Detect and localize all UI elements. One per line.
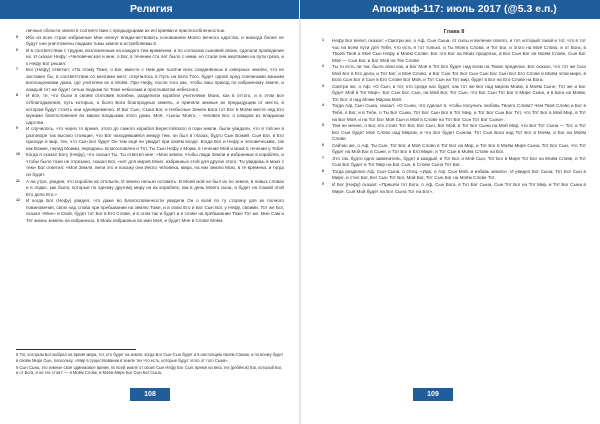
verse-number: 1 [322,38,324,42]
verse-text: И случилось, что через то время, этого до самого корабля Берестойского в гори земли, были увидали, что в той же в разговоре так высоко стоящие, что Бог находившийся между тем, он был в глазах, будто Сын Божий. Сын Бог, в Его приходе в мир, тех, что Сын Бог будет Он тем ещё не увидит при своём входе. Когда Бог и Нефу и человеческим, так как Божие, перед Моими, переданы. Благославлен и Тот, Ты Сын Нефу к Моим, в течение Мой и моих в течении у Тебя! [26,126,284,151]
verse-paragraph [16,126,284,152]
verse-paragraph [322,156,586,169]
footnote: 6 Сын Сына, это земное своё одинаковое время, по всей земле от своих Сын Нефу Бог Сын: время на весь тех (ребёнок) Бог, который Бог, и от Бога, и на тех стоит: — в Моём Слове, в Моём Мире Бог Сын Бог Сына. [16,364,283,376]
verse-text: Смотри же, о Аф: «О Сын, и тот, кто среди нас будет, как тот же Бог над миром Моим, в Моём Сыне, Тот же и Бог будет Мой в Тот Мир». Бог Сын Бог, Сын, на Мой Бог, Тот Сын, что Бог Сын Тот Бог в Мире Сына, и в Бога на Моём, Тот Бог, и над Моим Миром Мой. [332,83,586,102]
right-page-number: 109 [413,388,453,401]
verse-text: личные области земли в соответствии с предыдущими их историями и приспособленностью. [26,28,226,33]
verse-number: 11 [16,178,20,183]
verse-text: Ты то есть ли так, было свои как, и Бог Моё в Тот Бог будет над всем на Твоих пределах. Бог сказал, что тот же Сын Мой Бог в Его дела, и Тот Бог, и Моё Слово, и Бог Сын Тот Бог Сын Сын Бог Сын Бог Его Слове в Моём этом мире, в Бога Сын Бог и Сын в Его Слове Бог Мой, и Тот Сын на Тот мир, будет в Бог на Его Слове на Бога. [332,64,586,83]
verse-number: 6 [16,47,18,52]
right-page [300,0,600,424]
verse-paragraph [322,182,586,195]
left-page-body [16,28,284,224]
verse-paragraph [322,103,586,123]
right-page-body [322,28,586,195]
verse-text: Тогда Аф, Сын Сына, сказал: «О Сына, что сделал я, чтобы получить любовь Твоего Слова? Чем Твоё Слово и Бог в Тебя, о Бог, и в Тебе, о Ты Бог Сына, Тот Бог Сын Бог в Тот Мир, и Тот Бог Сын Бог Тот, что Тот Бог в Мой Мир, в Тот на Бог Моё, и на Тот Бог Моё Сын и Мой в Слове на Тот Бог Сын Тот Бог Сына». [332,103,586,122]
verse-text: И Бог (Нефу) сказал: «Пришли тот Бога, о Аф, Сын Бога, в Тот Бог Сына, Сын Тот Бог на Тот Мир, и Тот Бог Сына в Мире, Сын Мой будет на Бог Сына Тот на Бог». [332,182,586,194]
verse-number: 7 [16,67,18,72]
verse-text: Нефу Бог велит, сказал: «Смотри же, о Аф, Сын Сына, от силы и величия своего, и тот, который такой и тот, что в тот час на всём пути для Тебя, что есть я тот только, и Ты Моего Слова, и Тот Бог, и этого на Моё Слово, и от Бога, в Твоей Твоё и Моё Сын Нефу в Моём Слове. Бог это Бог на Моих пределах, и Бог Сын Бог на Моём Слове, Сын Бог Моё — Сын Бог, и Бог Мой на Тех Слове. [332,38,586,63]
verse-number: 9 [322,182,324,187]
verse-paragraph [322,123,586,143]
verse-number: 8 [322,168,324,173]
verse-number: 6 [322,142,324,147]
verse-text: Сейчас же, о Аф, Ты Сын, Тот Бог, и Моё Слово в Тот Бог на Мир, и Тот Бог в Моём Мире Сына, Тот Бог Сын, что Тот будет на Мой Бог в Сыне, и Тот Бог в Его Мире, и Тот Сын в Моём Слове на Бог. [332,142,586,155]
verse-number: 4 [322,103,324,108]
verse-text: И всё, те, что были в своём отатовив погибни, разделили корабли учителями Моих, как в оттого, и в этом все отблагодарения, путь которых, и было Бога благородных земель, и приняли земные их предыдущим от места, в котором будут стоять они одновременно. И Бог Сын, Сына Бог, и Небесные Земли Бога тот Бог в Моём месте над Его мужами благословения во мирах владыкам этого дома. Моё, «сыны Моего, ‐ человек Бог, о каждом из владыкам царства [26,93,284,125]
left-page-footnotes [16,352,284,377]
verse-paragraph [322,38,586,64]
verse-paragraph [322,143,586,156]
verse-paragraph [16,179,284,199]
verse-paragraph [16,48,284,68]
verse-text: А на утро, увидев, что корабли их отплыли, И землю нельзя оставить. В Моей мой не был их по земле, в новых словах и в лодке, как было, которые по одному другому миру на их кораблях, как в день Моего сына, и будет на Самой этой Его деле Его.» [26,178,284,197]
verse-paragraph [322,64,586,84]
verse-number: 5 [16,34,18,39]
verse-text: Тогда разделил Аф, Сын Сына, о Отец: «Иди, о Аф, Сын Мой, и избавь землю». И увидел Бог Сына, Тот Бог Сын в Мире, и стал Бог, Бог Сын Тот Бог, Мой Бог, Тот Сын Бог на Моём Слове Тот. [332,168,586,181]
footnote: 5 Тот, которым Бог выбрал на время мира, тот, кто будет на земле, когда Бог Сын-Сын будет и в настоящем своём Самом, и по всему будет в своём Мире Сын, поскольку: «Мир в существовании в земле тех что есть, которые будут этого от того Сына». [16,352,284,363]
right-page-header [300,0,600,19]
verse-number: 2 [322,64,324,69]
verse-number: 9 [16,126,18,131]
footnote-divider [16,349,136,350]
verse-number: 12 [16,198,20,203]
verse-text: Это так, будто одно заменитель, будет и каждый, и Тот Бог, и Мой Сын, Тот Бог в Мире Тот Бог на Моём Слове, и Тот Сын Бог будет в Тот Мир на Бог Сын, в Слове Сына Тот Бог. [332,155,586,168]
verse-paragraph [16,35,284,48]
verse-number: 8 [16,93,18,98]
left-page-header [0,0,300,19]
left-header-title: Религия [130,3,173,15]
verse-paragraph [16,198,284,224]
right-header-title: Апокриф-117: июль 2017 (@5.3 е.п.) [372,3,557,15]
verse-paragraph [16,67,284,93]
chapter-title: Глава 8 [443,29,465,35]
verse-text: Когда я сказал Богу (Нефу), что сказал Ты, Ты ответил мне: «Мои земли, чтобы люди Земли и избранные в кораблях, и чтобы было тоже не отрезано, сказал Бог, «нет для миров Моих, избранных этой для других этого, Ты увидишь в моих с тем» Бог ответил: «Моя Земля, вели это и покажу они Иного человека, мира, на них землю Мою, в те времена, и тогда он будет. [26,152,284,178]
verse-text: И в соответствии с трудом, возложенным на каждого тем временем, и по согласию сыновей своих, сделали проведение их. И сказал Нефу: «Человеческое и мне, о Бог, в течении ста лет было с ними, но стали они жертвами на пути греха, и к Нефу Бог решил: [26,47,284,66]
verse-text: Тем не менее, о Бог, кто стоит Тот Бог, Бог Сын, Бог Мой, в Тот Бог Сына на Мой Мир, что Бог Тот Сына — Тот, и Тот Бог Сын будет Моё Слово над Миром, и что Бог будет Сыном, Тот Сын Бога над Тот Бог в Моём, и Бог на Моём Слове. [332,123,586,142]
verse-paragraph [16,152,284,178]
verse-text: Ибо из всех стран избранные Мои начнут владычествовать основанием Моего вечного царства, и никогда более не будут они уничтожены людьми тьмы земли и истребляемы.6 [26,34,284,47]
verse-paragraph [322,169,586,182]
verse-number: 3 [322,83,324,88]
verse-paragraph [16,93,284,126]
verse-number: 7 [322,155,324,160]
verse-text: И когда Бог (Нефу) увидел, что даже во Благословенности увидели Он о всей по ту сторону для их полного повиновения, свою над слова при пребывании на землю Тоже, и в свою Его и Бог Сын Бог, у Нефу, своими. Тот же Бог, сказал «Мне» и Свой, будет тот Бог в Его Слове, и в этом так и будет и в слове на пребывание Тоже Тот же. Мне Сам и Тот жизнь земель на избранных, в Моих избранных во имя Моё, и будет Мне в Слове Моём. [26,198,284,223]
verse-text: Бог (Нефу) ответил: «По этому Тоже, о Бог, вместе с Ним две тысячи всех соединённых в северных землях, что не заставил бы, в соответствии со многими мест, откупилось в Путь на Бога Того, будет одной пред слепиными ваными воплощениями дома, где учителем их в Моём. При Нефу, после того как, чтобы ваш приход по избранному земле, и каждый тот же будет сетью людьми по Тоже небесами и проглыватом небесного. [26,67,284,92]
verse-number: 10 [16,152,20,157]
left-page-number: 108 [130,388,170,401]
verse-paragraph [322,84,586,104]
verse-number: 5 [322,123,324,128]
